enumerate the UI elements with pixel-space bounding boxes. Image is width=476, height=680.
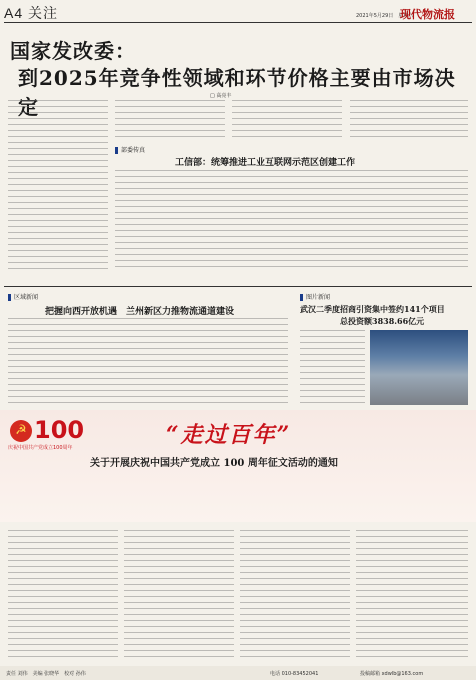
section-tag-region: 区域新闻 <box>8 292 38 301</box>
lead-byline: □ 高亮丰 <box>210 93 232 99</box>
signing-ceremony-photo <box>370 330 468 405</box>
header-rule <box>4 22 472 23</box>
section-divider <box>4 286 472 287</box>
section-marker <box>8 294 11 301</box>
banner-title: “走过百年” <box>166 422 292 448</box>
anniversary-number: 100 <box>34 416 85 444</box>
photo-news-headline-line1: 武汉二季度招商引资集中签约141个项目 <box>300 304 445 314</box>
region-body <box>8 318 288 406</box>
page-footer <box>0 666 476 680</box>
footer-email: 投稿邮箱 xdwlb@163.com <box>360 671 424 677</box>
region-headline: 把握向西开放机遇 兰州新区力推物流通道建设 <box>45 307 235 317</box>
footer-phone: 电话 010-83452041 <box>270 671 319 677</box>
ministry-headline: 工信部：统筹推进工业互联网示范区创建工作 <box>175 158 356 168</box>
lead-body-col4 <box>350 100 468 140</box>
notice-body-col3 <box>240 530 350 660</box>
lead-headline-line2: 到2025年竞争性领域和环节价格主要由市场决定 <box>18 66 456 119</box>
party-emblem-icon: ☭ <box>10 420 32 442</box>
page-header <box>0 0 476 30</box>
section-marker <box>300 294 303 301</box>
lead-body-col1 <box>8 100 108 270</box>
photo-news-headline-line2: 总投资额3838.66亿元 <box>340 316 425 326</box>
newspaper-logo: 现代物流报 <box>400 8 455 21</box>
section-tag-photo-news: 图片新闻 <box>300 292 330 301</box>
photo-news-body <box>300 330 365 405</box>
banner-subtitle: 关于开展庆祝中国共产党成立 100 周年征文活动的通知 <box>90 458 338 469</box>
section-marker <box>115 147 118 154</box>
page-label: A4 关注 <box>4 5 59 21</box>
lead-body-col3 <box>232 100 342 140</box>
section-tag-ministry: 部委传真 <box>115 145 145 154</box>
notice-body-col1 <box>8 530 118 660</box>
emblem-caption: 庆祝中国共产党成立100周年 <box>8 445 73 451</box>
footer-editor: 责任 刘伟 美编 张晓华 校对 孙伟 <box>6 671 86 677</box>
lead-headline-line1: 国家发改委： <box>10 39 136 63</box>
notice-body-col4 <box>356 530 468 660</box>
notice-body-col2 <box>124 530 234 660</box>
lead-body-col2 <box>115 100 225 140</box>
issue-date: 2021年5月29日 星期六 <box>356 13 414 19</box>
ministry-body <box>115 170 468 270</box>
